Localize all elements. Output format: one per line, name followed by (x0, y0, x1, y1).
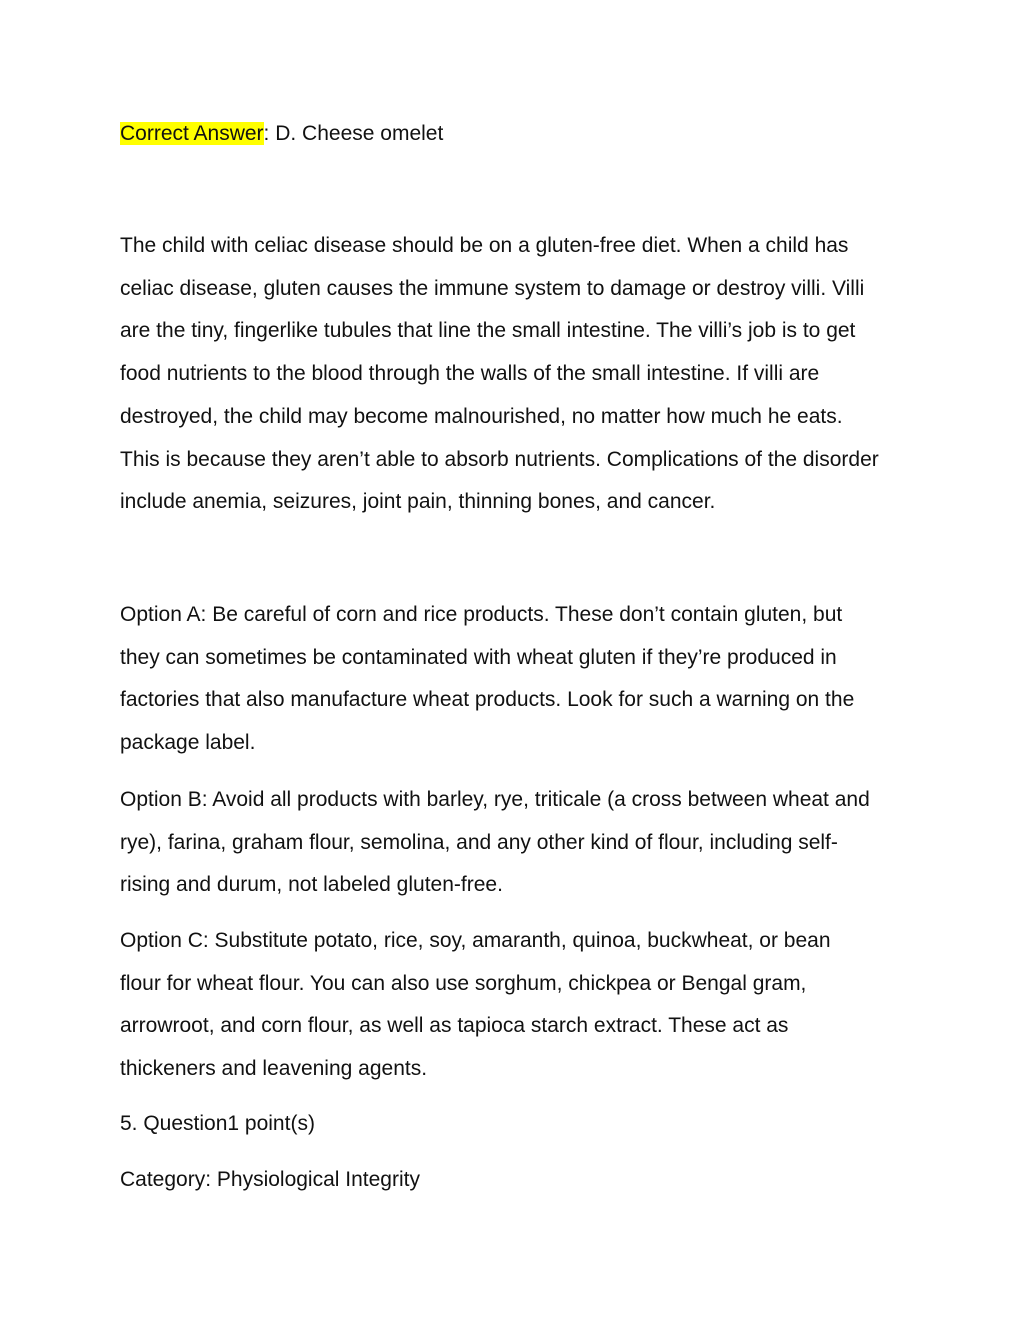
option-c-line: flour for wheat flour. You can also use sorghum, chickpea or Bengal gram, (120, 971, 807, 995)
option-a-line: Option A: Be careful of corn and rice products. These don’t contain gluten, but (120, 603, 843, 626)
option-b-line: Option B: Avoid all products with barley, rye, triticale (a cross between wheat and (120, 788, 870, 811)
explanation-line: destroyed, the child may become malnourished, no matter how much he eats. (120, 404, 843, 428)
explanation-line: This is because they aren’t able to absorb nutrients. Complications of the disorder (120, 447, 879, 471)
explanation-paragraph (120, 225, 910, 524)
option-c-paragraph (120, 920, 910, 1091)
option-b-paragraph (120, 779, 910, 907)
explanation-line: food nutrients to the blood through the walls of the small intestine. If villi are (120, 362, 820, 386)
option-a-line: package label. (120, 731, 256, 755)
question-number-line: 5. Question1 point(s) (120, 1112, 315, 1135)
option-b-line: rye), farina, graham flour, semolina, and any other kind of flour, including self- (120, 830, 838, 854)
explanation-line: are the tiny, fingerlike tubules that line the small intestine. The villi’s job is to get (120, 319, 856, 343)
option-b-line: rising and durum, not labeled gluten-free. (120, 873, 503, 897)
option-c-line: thickeners and leavening agents. (120, 1057, 428, 1081)
correct-answer-line (120, 113, 910, 156)
option-a-paragraph (120, 594, 910, 765)
option-c-line: Option C: Substitute potato, rice, soy, amaranth, quinoa, buckwheat, or bean (120, 929, 831, 952)
correct-answer-label: Correct Answer (120, 122, 264, 145)
explanation-line: celiac disease, gluten causes the immune system to damage or destroy villi. Villi (120, 276, 865, 300)
correct-answer-value: D. Cheese omelet (275, 122, 444, 145)
explanation-line: include anemia, seizures, joint pain, thinning bones, and cancer. (120, 490, 716, 514)
answer-separator: : (263, 122, 276, 145)
explanation-line: The child with celiac disease should be on a gluten-free diet. When a child has (120, 234, 849, 257)
option-c-line: arrowroot, and corn flour, as well as tapioca starch extract. These act as (120, 1014, 789, 1038)
question-category-line: Category: Physiological Integrity (120, 1168, 420, 1191)
option-a-line: they can sometimes be contaminated with wheat gluten if they’re produced in (120, 645, 837, 669)
option-a-line: factories that also manufacture wheat products. Look for such a warning on the (120, 688, 855, 712)
